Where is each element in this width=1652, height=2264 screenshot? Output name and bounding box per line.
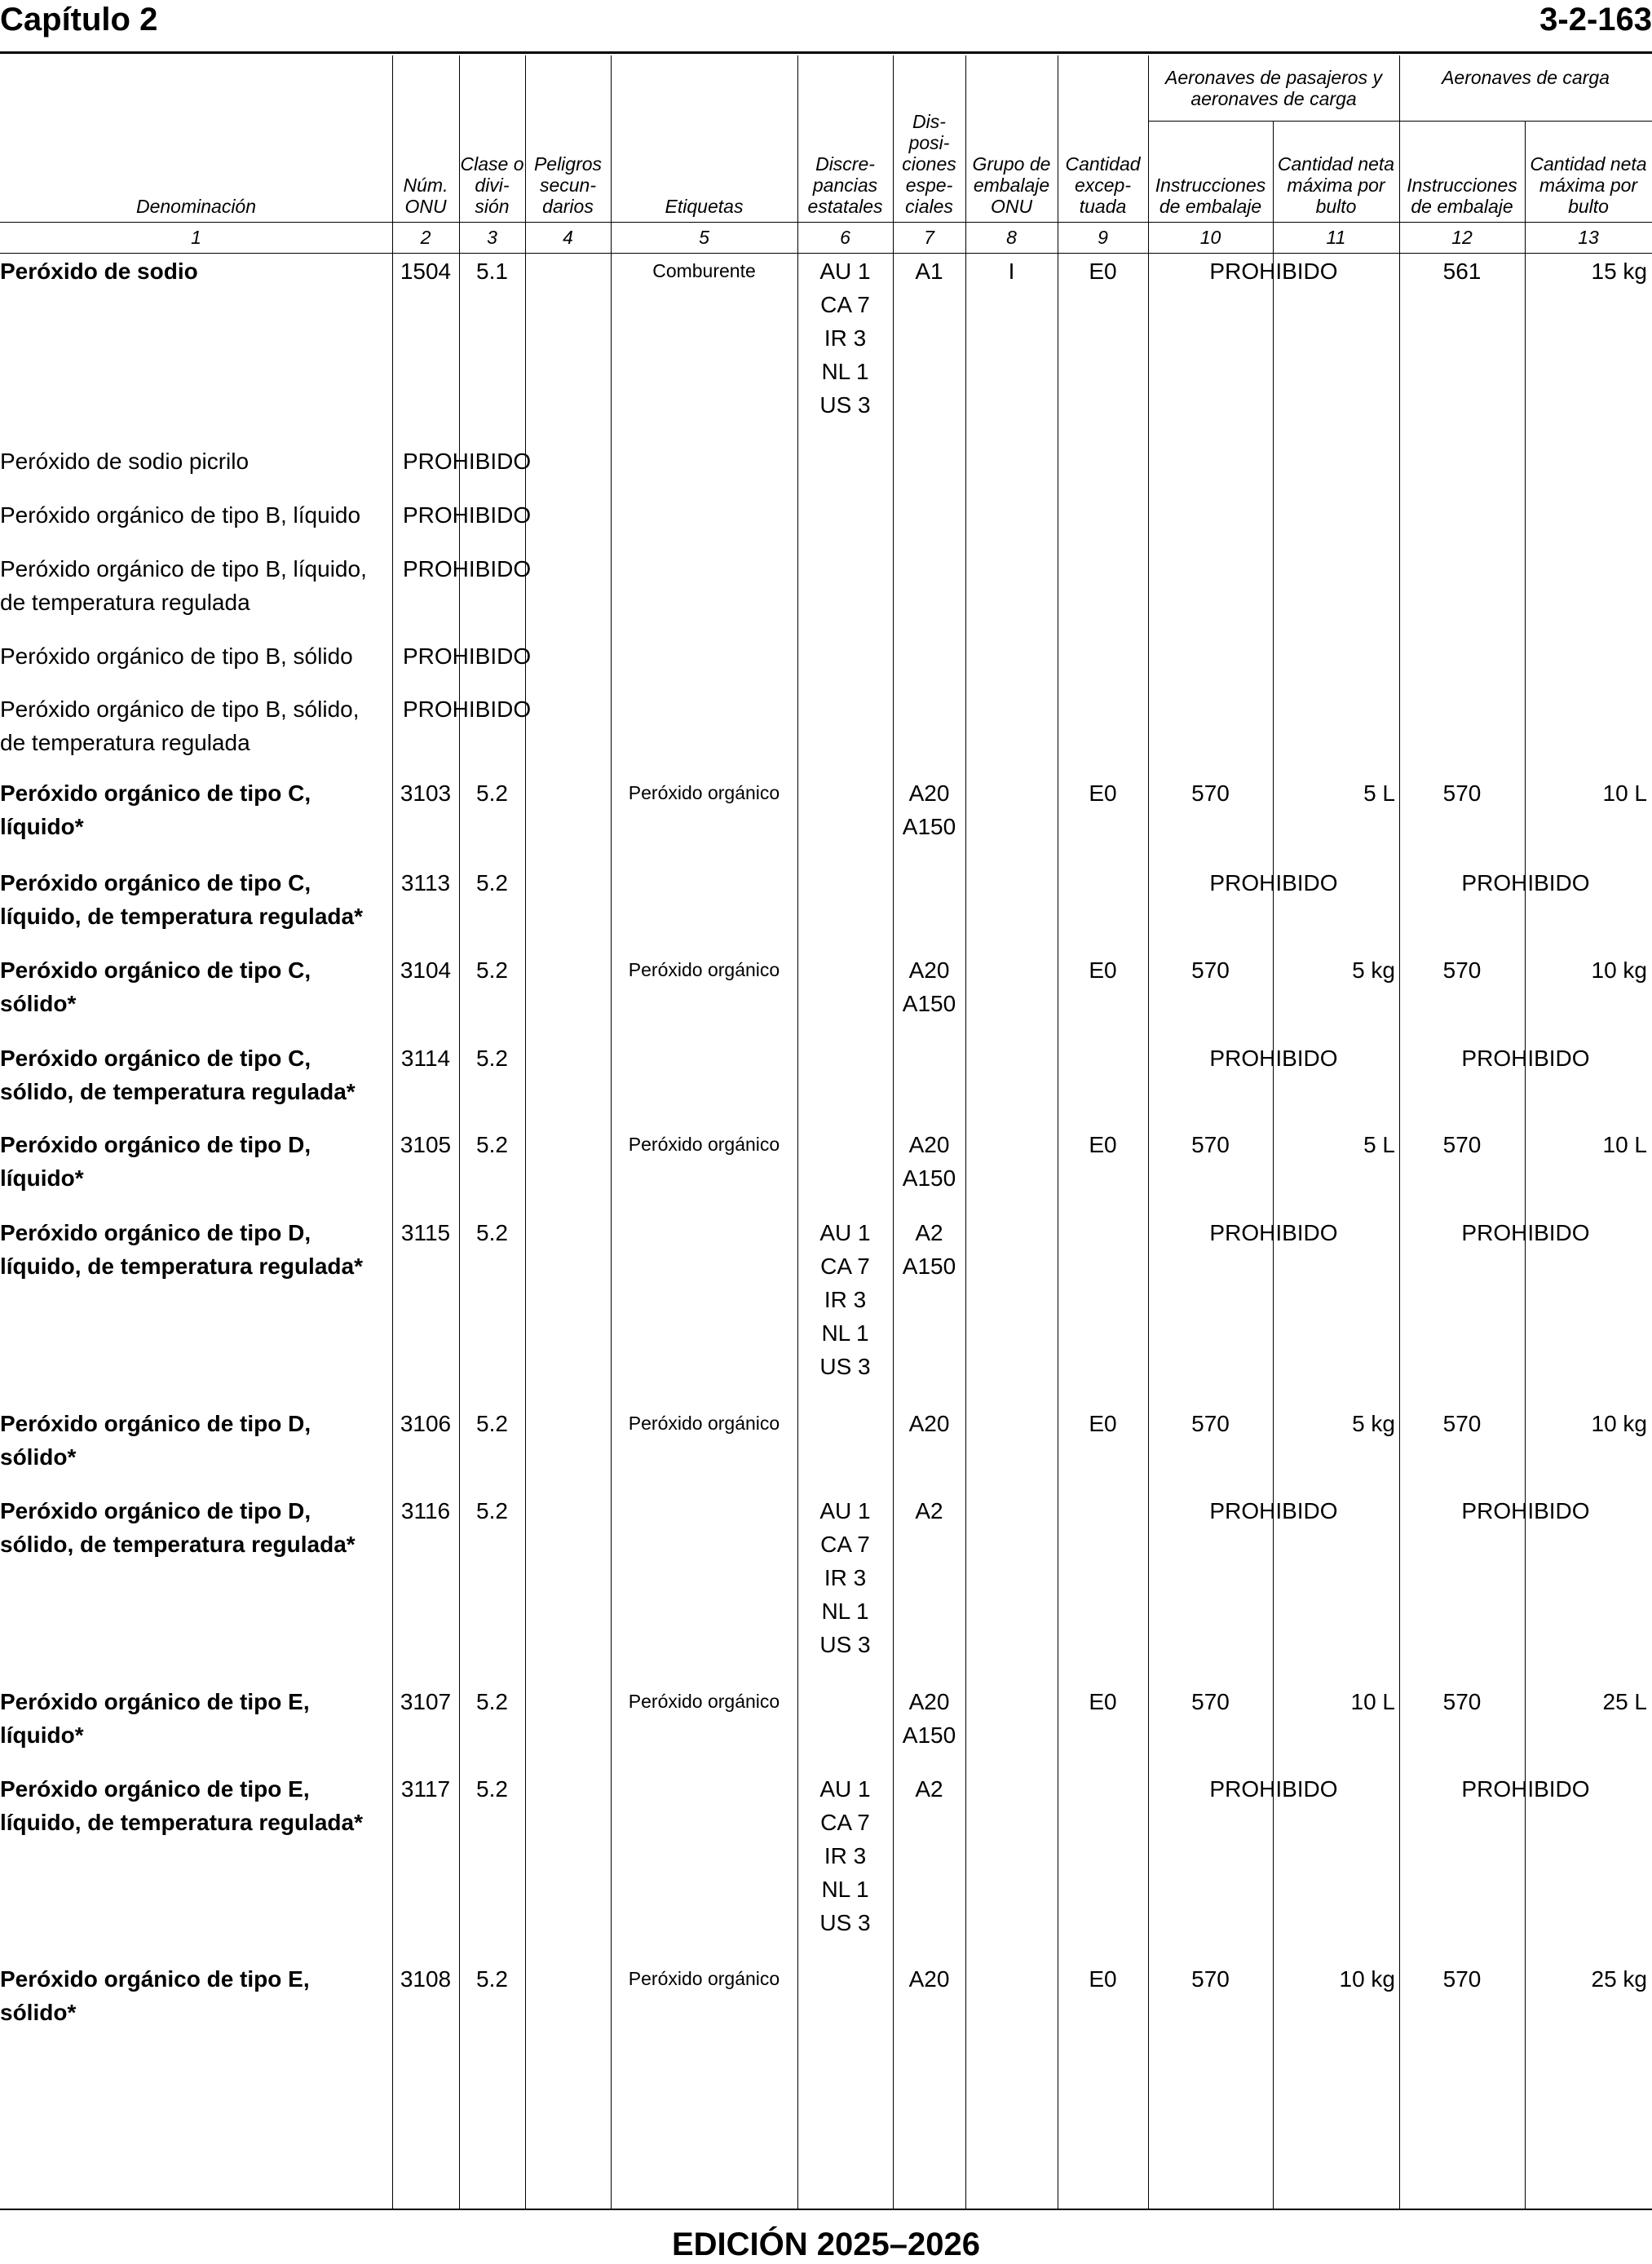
header-pax-instrucciones: Instrucciones de embalaje bbox=[1155, 175, 1266, 217]
excepted-quantity: E0 bbox=[1089, 957, 1117, 983]
column-divider bbox=[1525, 121, 1526, 2209]
edition-footer: EDICIÓN 2025–2026 bbox=[671, 2226, 980, 2262]
packing-group: I bbox=[1008, 259, 1015, 284]
cargo-prohibited: PROHIBIDO bbox=[1461, 870, 1590, 895]
un-number: 3108 bbox=[400, 1966, 452, 1992]
special-provisions bbox=[893, 1962, 965, 1996]
class-division: 5.2 bbox=[476, 1689, 508, 1714]
prohibited-label: PROHIBIDO bbox=[403, 696, 532, 722]
state-discrepancies bbox=[797, 254, 893, 422]
pax-max-quantity: 10 kg bbox=[1339, 1966, 1395, 1992]
special-provisions-entry: A1 bbox=[915, 259, 943, 284]
special-provisions bbox=[893, 1216, 965, 1283]
column-number: 9 bbox=[1098, 227, 1108, 248]
pax-prohibited: PROHIBIDO bbox=[1209, 870, 1338, 895]
cargo-packing-instruction: 570 bbox=[1442, 957, 1482, 983]
un-number: 3104 bbox=[400, 957, 452, 983]
un-number: 1504 bbox=[400, 259, 452, 284]
state-discrepancies-entry: US 3 bbox=[819, 1354, 871, 1379]
pax-packing-instruction: 570 bbox=[1191, 1966, 1230, 1992]
label-text: Comburente bbox=[652, 260, 756, 281]
numbers-rule bbox=[0, 253, 1652, 254]
pax-prohibited: PROHIBIDO bbox=[1209, 1220, 1338, 1245]
cargo-packing-instruction: 570 bbox=[1442, 1966, 1482, 1992]
pax-max-quantity: 5 L bbox=[1363, 780, 1395, 806]
label-text: Peróxido orgánico bbox=[628, 1691, 780, 1712]
state-discrepancies-entry: AU 1 bbox=[819, 1220, 871, 1245]
class-division: 5.2 bbox=[476, 1132, 508, 1157]
label-text: Peróxido orgánico bbox=[628, 1134, 780, 1155]
column-number: 12 bbox=[1451, 227, 1473, 248]
column-number: 3 bbox=[487, 227, 497, 248]
row-name: Peróxido orgánico de tipo E, líquido, de temperatura regulada* bbox=[0, 1776, 363, 1835]
special-provisions bbox=[893, 953, 965, 1020]
label-text: Peróxido orgánico bbox=[628, 959, 780, 980]
bottom-rule bbox=[0, 2209, 1652, 2210]
cargo-packing-instruction: 570 bbox=[1442, 780, 1482, 806]
row-name: Peróxido orgánico de tipo D, líquido, de temperatura regulada* bbox=[0, 1220, 363, 1279]
class-division: 5.2 bbox=[476, 1220, 508, 1245]
column-number: 6 bbox=[840, 227, 850, 248]
header-clase: Clase o divi- sión bbox=[460, 153, 524, 217]
row-name: Peróxido orgánico de tipo C, líquido, de temperatura regulada* bbox=[0, 870, 363, 929]
cargo-max-quantity: 15 kg bbox=[1591, 259, 1647, 284]
pax-packing-instruction: 570 bbox=[1191, 1411, 1230, 1436]
cargo-max-quantity: 10 L bbox=[1602, 780, 1647, 806]
pax-packing-instruction: 570 bbox=[1191, 780, 1230, 806]
header-rule bbox=[0, 222, 1652, 223]
special-provisions-entry: A150 bbox=[902, 814, 956, 839]
un-number: 3103 bbox=[400, 780, 452, 806]
class-division: 5.1 bbox=[476, 259, 508, 284]
page-number: 3-2-163 bbox=[1539, 2, 1652, 38]
state-discrepancies-entry: NL 1 bbox=[821, 1599, 869, 1624]
excepted-quantity: E0 bbox=[1089, 1966, 1117, 1992]
state-discrepancies bbox=[797, 1216, 893, 1383]
cargo-prohibited: PROHIBIDO bbox=[1461, 1220, 1590, 1245]
special-provisions-entry: A20 bbox=[908, 1689, 950, 1714]
cargo-prohibited: PROHIBIDO bbox=[1461, 1046, 1590, 1071]
pax-packing-instruction: 570 bbox=[1191, 1689, 1230, 1714]
top-rule bbox=[0, 51, 1652, 54]
row-name: Peróxido orgánico de tipo D, líquido* bbox=[0, 1132, 311, 1191]
header-etiquetas: Etiquetas bbox=[665, 196, 744, 217]
cargo-max-quantity: 10 kg bbox=[1591, 1411, 1647, 1436]
state-discrepancies-entry: CA 7 bbox=[820, 1254, 870, 1279]
class-division: 5.2 bbox=[476, 780, 508, 806]
state-discrepancies bbox=[797, 1772, 893, 1939]
column-number: 11 bbox=[1326, 227, 1346, 248]
cargo-max-quantity: 10 L bbox=[1602, 1132, 1647, 1157]
state-discrepancies-entry: AU 1 bbox=[819, 259, 871, 284]
un-number: 3105 bbox=[400, 1132, 452, 1157]
class-division: 5.2 bbox=[476, 1411, 508, 1436]
state-discrepancies-entry: AU 1 bbox=[819, 1776, 871, 1802]
cargo-max-quantity: 25 kg bbox=[1591, 1966, 1647, 1992]
row-name: Peróxido orgánico de tipo E, sólido* bbox=[0, 1966, 310, 2025]
row-name: Peróxido orgánico de tipo C, sólido* bbox=[0, 957, 311, 1016]
un-number: 3107 bbox=[400, 1689, 452, 1714]
column-divider bbox=[525, 55, 526, 2209]
excepted-quantity: E0 bbox=[1089, 1411, 1117, 1436]
state-discrepancies-entry: IR 3 bbox=[824, 1565, 867, 1590]
pax-prohibited: PROHIBIDO bbox=[1209, 1498, 1338, 1523]
prohibited-label: PROHIBIDO bbox=[403, 449, 532, 474]
special-provisions bbox=[893, 1685, 965, 1752]
prohibited-label: PROHIBIDO bbox=[403, 643, 532, 669]
class-division: 5.2 bbox=[476, 957, 508, 983]
pax-prohibited: PROHIBIDO bbox=[1209, 1046, 1338, 1071]
header-denominacion: Denominación bbox=[135, 196, 257, 217]
cargo-prohibited: PROHIBIDO bbox=[1461, 1498, 1590, 1523]
group-passenger-header: Aeronaves de pasajeros y aeronaves de carga bbox=[1165, 67, 1382, 109]
special-provisions-entry: A150 bbox=[902, 1165, 956, 1191]
state-discrepancies-entry: US 3 bbox=[819, 392, 871, 418]
pax-prohibited: PROHIBIDO bbox=[1209, 1776, 1338, 1802]
row-name: Peróxido orgánico de tipo B, líquido, de temperatura regulada bbox=[0, 556, 367, 615]
cargo-packing-instruction: 570 bbox=[1442, 1411, 1482, 1436]
cargo-prohibited: PROHIBIDO bbox=[1461, 1776, 1590, 1802]
label-text: Peróxido orgánico bbox=[628, 782, 780, 803]
special-provisions bbox=[893, 1128, 965, 1195]
column-number: 1 bbox=[191, 227, 201, 248]
row-name: Peróxido orgánico de tipo B, líquido bbox=[0, 502, 361, 528]
un-number: 3113 bbox=[400, 870, 451, 895]
group-cargo-header: Aeronaves de carga bbox=[1442, 67, 1610, 88]
class-division: 5.2 bbox=[476, 1966, 508, 1992]
pax-packing-instruction: 570 bbox=[1191, 1132, 1230, 1157]
special-provisions-entry: A2 bbox=[915, 1220, 943, 1245]
class-division: 5.2 bbox=[476, 1776, 508, 1802]
special-provisions-entry: A20 bbox=[908, 1411, 950, 1436]
row-name: Peróxido orgánico de tipo D, sólido, de temperatura regulada* bbox=[0, 1498, 356, 1557]
cargo-max-quantity: 10 kg bbox=[1591, 957, 1647, 983]
special-provisions bbox=[893, 254, 965, 288]
label-text: Peróxido orgánico bbox=[628, 1413, 780, 1434]
un-number: 3106 bbox=[400, 1411, 452, 1436]
pax-max-quantity: 5 L bbox=[1363, 1132, 1395, 1157]
un-number: 3114 bbox=[400, 1046, 451, 1071]
header-pax-cantidad: Cantidad neta máxima por bulto bbox=[1277, 153, 1395, 217]
row-name: Peróxido orgánico de tipo B, sólido, de temperatura regulada bbox=[0, 696, 360, 755]
state-discrepancies bbox=[797, 1494, 893, 1661]
special-provisions-entry: A150 bbox=[902, 991, 956, 1016]
class-division: 5.2 bbox=[476, 870, 508, 895]
column-divider bbox=[965, 55, 966, 2209]
special-provisions-entry: A20 bbox=[908, 1966, 950, 1992]
special-provisions bbox=[893, 776, 965, 843]
un-number: 3117 bbox=[400, 1776, 451, 1802]
cargo-packing-instruction: 570 bbox=[1442, 1689, 1482, 1714]
row-name: Peróxido orgánico de tipo D, sólido* bbox=[0, 1411, 311, 1470]
header-grupo-embalaje: Grupo de embalaje ONU bbox=[972, 153, 1051, 217]
special-provisions-entry: A2 bbox=[915, 1776, 943, 1802]
cargo-max-quantity: 25 L bbox=[1602, 1689, 1647, 1714]
group-divider bbox=[1148, 121, 1652, 122]
class-division: 5.2 bbox=[476, 1046, 508, 1071]
un-number: 3116 bbox=[400, 1498, 451, 1523]
special-provisions-entry: A20 bbox=[908, 1132, 950, 1157]
column-divider bbox=[1273, 121, 1274, 2209]
prohibited-label: PROHIBIDO bbox=[403, 502, 532, 528]
un-number: 3115 bbox=[400, 1220, 451, 1245]
prohibited-label: PROHIBIDO bbox=[403, 556, 532, 581]
excepted-quantity: E0 bbox=[1089, 1132, 1117, 1157]
excepted-quantity: E0 bbox=[1089, 1689, 1117, 1714]
special-provisions-entry: A20 bbox=[908, 957, 950, 983]
header-cargo-instrucciones: Instrucciones de embalaje bbox=[1407, 175, 1517, 217]
column-number: 7 bbox=[924, 227, 934, 248]
state-discrepancies-entry: NL 1 bbox=[821, 1320, 869, 1346]
special-provisions-entry: A20 bbox=[908, 780, 950, 806]
header-peligros-secundarios: Peligros secun- darios bbox=[533, 153, 603, 217]
pax-max-quantity: 5 kg bbox=[1352, 1411, 1395, 1436]
column-number: 2 bbox=[420, 227, 431, 248]
cargo-packing-instruction: 561 bbox=[1442, 259, 1482, 284]
cargo-packing-instruction: 570 bbox=[1442, 1132, 1482, 1157]
column-number: 10 bbox=[1199, 227, 1221, 248]
state-discrepancies-entry: NL 1 bbox=[821, 359, 869, 384]
column-number: 13 bbox=[1578, 227, 1599, 248]
state-discrepancies-entry: CA 7 bbox=[820, 292, 870, 317]
column-number: 5 bbox=[699, 227, 709, 248]
special-provisions-entry: A2 bbox=[915, 1498, 943, 1523]
row-name: Peróxido de sodio bbox=[0, 259, 198, 284]
state-discrepancies-entry: AU 1 bbox=[819, 1498, 871, 1523]
pax-max-quantity: 5 kg bbox=[1352, 957, 1395, 983]
row-name: Peróxido orgánico de tipo C, líquido* bbox=[0, 780, 311, 839]
state-discrepancies-entry: CA 7 bbox=[820, 1810, 870, 1835]
label-text: Peróxido orgánico bbox=[628, 1968, 780, 1989]
header-disposiciones: Dis- posi- ciones espe- ciales bbox=[902, 111, 956, 217]
header-cargo-cantidad: Cantidad neta máxima por bulto bbox=[1530, 153, 1647, 217]
special-provisions-entry: A150 bbox=[902, 1722, 956, 1748]
state-discrepancies-entry: IR 3 bbox=[824, 325, 867, 351]
special-provisions bbox=[893, 1772, 965, 1806]
special-provisions bbox=[893, 1494, 965, 1528]
row-name: Peróxido orgánico de tipo E, líquido* bbox=[0, 1689, 310, 1748]
state-discrepancies-entry: CA 7 bbox=[820, 1532, 870, 1557]
row-name: Peróxido orgánico de tipo C, sólido, de temperatura regulada* bbox=[0, 1046, 356, 1104]
pax-prohibited: PROHIBIDO bbox=[1209, 259, 1338, 284]
column-number: 4 bbox=[563, 227, 573, 248]
column-number: 8 bbox=[1006, 227, 1017, 248]
excepted-quantity: E0 bbox=[1089, 780, 1117, 806]
row-name: Peróxido de sodio picrilo bbox=[0, 449, 250, 474]
state-discrepancies-entry: IR 3 bbox=[824, 1843, 867, 1868]
excepted-quantity: E0 bbox=[1089, 259, 1117, 284]
pax-max-quantity: 10 L bbox=[1350, 1689, 1395, 1714]
header-cantidad-exceptuada: Cantidad excep- tuada bbox=[1065, 153, 1141, 217]
special-provisions bbox=[893, 1407, 965, 1440]
state-discrepancies-entry: IR 3 bbox=[824, 1287, 867, 1312]
state-discrepancies-entry: US 3 bbox=[819, 1910, 871, 1935]
row-name: Peróxido orgánico de tipo B, sólido bbox=[0, 643, 353, 669]
special-provisions-entry: A150 bbox=[902, 1254, 956, 1279]
header-discrepancias: Discre- pancias estatales bbox=[807, 153, 883, 217]
class-division: 5.2 bbox=[476, 1498, 508, 1523]
header-num-onu: Núm. ONU bbox=[403, 175, 448, 217]
chapter-title: Capítulo 2 bbox=[0, 2, 158, 38]
pax-packing-instruction: 570 bbox=[1191, 957, 1230, 983]
state-discrepancies-entry: US 3 bbox=[819, 1632, 871, 1657]
state-discrepancies-entry: NL 1 bbox=[821, 1877, 869, 1902]
